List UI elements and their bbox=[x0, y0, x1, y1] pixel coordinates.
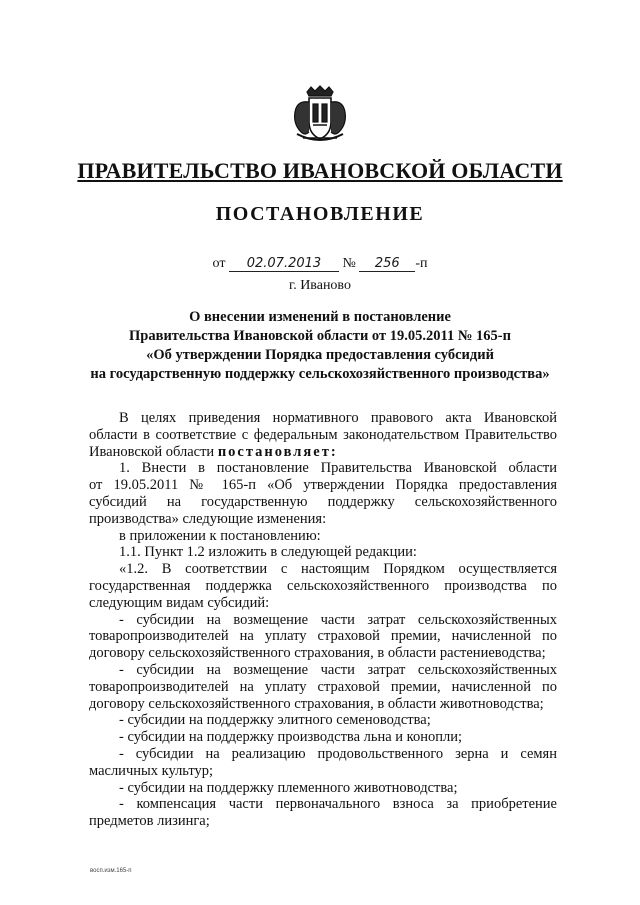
subject-line: О внесении изменений в постановление bbox=[189, 309, 451, 325]
body-line: следующим видам субсидий: bbox=[89, 594, 270, 611]
number-prefix: № bbox=[342, 256, 356, 271]
subject-line: «Об утверждении Порядка предоставления субсидий bbox=[146, 347, 494, 363]
coat-of-arms-icon bbox=[289, 84, 351, 146]
decree-body bbox=[89, 410, 557, 830]
handwritten-number: 256 bbox=[359, 257, 415, 272]
body-line: товаропроизводителей на уплату страховой премии, начисленной по bbox=[89, 628, 557, 645]
body-line bbox=[89, 444, 557, 461]
body-line: области в соответствие с федеральным законодательством Правительство bbox=[89, 426, 557, 443]
decree-keyword-colon: : bbox=[330, 443, 338, 460]
body-line: договору сельскохозяйственного страхования, в области растениеводства; bbox=[89, 645, 546, 662]
body-line: производства» следующие изменения: bbox=[89, 510, 327, 527]
handwritten-date: 02.07.2013 bbox=[229, 257, 339, 272]
number-suffix: -п bbox=[415, 256, 428, 271]
body-line: масличных культур; bbox=[89, 762, 214, 779]
body-line: товаропроизводителей на уплату страховой премии, начисленной по bbox=[89, 678, 557, 695]
date-prefix: от bbox=[212, 256, 226, 271]
subject-line: на государственную поддержку сельскохозяйственного производства» bbox=[90, 366, 550, 382]
body-line: договору сельскохозяйственного страхования, в области животноводства; bbox=[89, 695, 544, 712]
body-line: предметов лизинга; bbox=[89, 813, 210, 830]
document-type-title: ПОСТАНОВЛЕНИЕ bbox=[215, 203, 425, 225]
body-line: «1.2. В соответствии с настоящим Порядком осуществляется bbox=[119, 561, 557, 578]
body-line: 1.1. Пункт 1.2 изложить в следующей редакции: bbox=[119, 544, 417, 561]
body-line: - субсидии на возмещение части затрат сельскохозяйственных bbox=[119, 611, 557, 628]
date-number-line bbox=[0, 256, 640, 272]
body-line: от 19.05.2011 № 165-п «Об утверждении Порядка предоставления bbox=[89, 477, 557, 494]
body-line: - субсидии на реализацию продовольственного зерна и семян bbox=[119, 745, 557, 762]
document-code: восп.изм.165-п bbox=[90, 868, 132, 874]
subject-line: Правительства Ивановской области от 19.05.2011 № 165-п bbox=[129, 328, 511, 344]
body-line: - субсидии на поддержку племенного животноводства; bbox=[119, 779, 458, 796]
city-name: г. Иваново bbox=[289, 278, 351, 293]
body-line: - субсидии на возмещение части затрат сельскохозяйственных bbox=[119, 661, 557, 678]
decree-keyword: постановляет bbox=[217, 443, 331, 460]
body-line: субсидий на государственную поддержку сельскохозяйственного bbox=[89, 493, 557, 510]
government-title: ПРАВИТЕЛЬСТВО ИВАНОВСКОЙ ОБЛАСТИ bbox=[77, 158, 563, 183]
body-line: в приложении к постановлению: bbox=[119, 527, 321, 544]
body-line: государственная поддержка сельскохозяйственного производства по bbox=[89, 577, 557, 594]
body-line: - субсидии на поддержку производства льна и конопли; bbox=[119, 729, 463, 746]
body-text: Ивановской области bbox=[89, 443, 215, 460]
decree-subject bbox=[0, 308, 640, 384]
body-line: - субсидии на поддержку элитного семеноводства; bbox=[119, 712, 431, 729]
body-line: В целях приведения нормативного правового акта Ивановской bbox=[119, 410, 557, 426]
body-line: 1. Внести в постановление Правительства Ивановской области bbox=[119, 460, 557, 477]
body-line: - компенсация части первоначального взноса за приобретение bbox=[119, 796, 557, 813]
